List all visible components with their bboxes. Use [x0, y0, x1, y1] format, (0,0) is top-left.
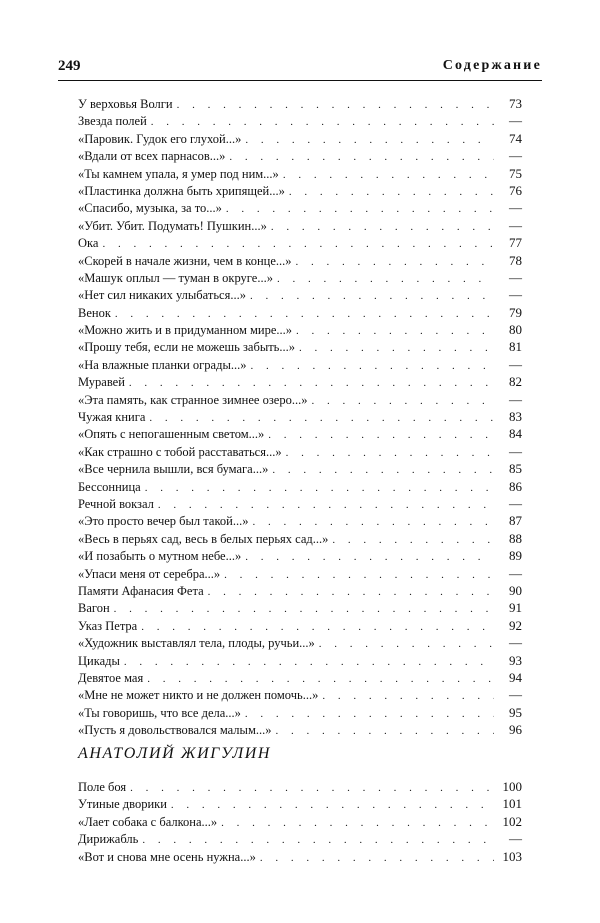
toc-entry-title: «Все чернила вышли, вся бумага...»: [78, 462, 269, 477]
dot-leader: [277, 273, 494, 285]
toc-entry: [78, 548, 522, 565]
dot-leader: [141, 621, 494, 633]
toc-entry-page: —: [509, 356, 522, 372]
dot-leader: [272, 464, 494, 476]
toc-entry: [78, 635, 522, 652]
dot-leader: [260, 852, 494, 864]
toc-entry-title: Утиные дворики: [78, 797, 167, 812]
toc-entry: [78, 444, 522, 461]
dot-leader: [252, 516, 494, 528]
toc-entry-page: —: [509, 148, 522, 164]
toc-entry: [78, 339, 522, 356]
page-header: [58, 58, 542, 81]
toc-entry-title: «Вдали от всех парнасов...»: [78, 149, 226, 164]
toc-entry: [78, 287, 522, 304]
dot-leader: [296, 256, 494, 268]
dot-leader: [226, 203, 494, 215]
dot-leader: [158, 499, 494, 511]
toc-entry-page: 83: [509, 409, 522, 425]
toc-entry-title: «Эта память, как странное зимнее озеро...»: [78, 392, 308, 407]
toc-entry: [78, 166, 522, 183]
toc-entry-page: —: [509, 565, 522, 581]
dot-leader: [145, 482, 494, 494]
dot-leader: [319, 638, 494, 650]
toc-entry-title: Указ Петра: [78, 618, 138, 633]
toc-entry-title: Девятое мая: [78, 670, 144, 685]
toc-entry-page: —: [509, 443, 522, 459]
dot-leader: [147, 673, 494, 685]
toc-entry: [78, 583, 522, 600]
dot-leader: [275, 725, 494, 737]
toc-entry: [78, 705, 522, 722]
toc-entry-page: —: [509, 495, 522, 511]
dot-leader: [268, 429, 494, 441]
toc-entry-page: 82: [509, 374, 522, 390]
toc-entry-title: «Художник выставлял тела, плоды, ручьи...»: [78, 636, 315, 651]
toc-entry-title: Звезда полей: [78, 114, 147, 129]
toc-entry-title: «На влажные планки ограды...»: [78, 357, 247, 372]
toc-entry: [78, 426, 522, 443]
toc-entry-page: 89: [509, 548, 522, 564]
dot-leader: [129, 377, 494, 389]
toc-entry-title: Муравей: [78, 375, 125, 390]
dot-leader: [142, 834, 494, 846]
toc-entry-title: «Убит. Убит. Подумать! Пушкин...»: [78, 218, 267, 233]
dot-leader: [286, 447, 494, 459]
dot-leader: [114, 603, 494, 615]
toc-entry: [78, 849, 522, 866]
toc-entry-title: «Ты камнем упала, я умер под ним...»: [78, 166, 279, 181]
toc-entry-title: «Опять с непогашенным светом...»: [78, 427, 265, 442]
toc-entry-title: «Машук оплыл — туман в округе...»: [78, 270, 273, 285]
toc-entry-title: Поле боя: [78, 780, 127, 794]
toc-entry-title: Речной вокзал: [78, 496, 154, 511]
toc-section-1: [78, 96, 522, 739]
toc-entry: [78, 235, 522, 252]
dot-leader: [250, 360, 494, 372]
toc-entry-page: 88: [509, 530, 522, 546]
toc-entry: [78, 253, 522, 270]
toc-entry-title: «Пластинка должна быть хрипящей...»: [78, 183, 285, 198]
toc-entry-title: «И позабыть о мутном небе...»: [78, 549, 242, 564]
toc-entry: [78, 670, 522, 687]
toc-entry-title: Ока: [78, 236, 99, 251]
toc-entry-title: Дирижабль: [78, 832, 139, 847]
dot-leader: [224, 569, 494, 581]
dot-leader: [171, 799, 494, 811]
toc-entry-page: 79: [509, 304, 522, 320]
toc-entry-title: «Ты говоришь, что все дела...»: [78, 705, 241, 720]
toc-entry: [78, 461, 522, 478]
toc-entry-title: У верховья Волги: [78, 97, 173, 111]
toc-entry-page: 87: [509, 513, 522, 529]
dot-leader: [208, 586, 494, 598]
toc-entry-title: «Скорей в начале жизни, чем в конце...»: [78, 253, 292, 268]
toc-entry-page: 90: [509, 582, 522, 598]
toc-entry-page: —: [509, 269, 522, 285]
toc-entry: [78, 270, 522, 287]
toc-entry: [78, 322, 522, 339]
toc-entry-page: —: [509, 831, 522, 847]
toc-entry-page: —: [509, 635, 522, 651]
toc-entry-title: Вагон: [78, 601, 110, 616]
dot-leader: [130, 782, 494, 794]
toc-entry: [78, 96, 522, 113]
dot-leader: [149, 412, 494, 424]
dot-leader: [289, 186, 494, 198]
toc-entry-page: 80: [509, 322, 522, 338]
dot-leader: [322, 690, 494, 702]
toc-entry: [78, 653, 522, 670]
toc-entry-page: 102: [502, 813, 522, 829]
toc-entry-title: Цикады: [78, 653, 120, 668]
toc-entry: [78, 479, 522, 496]
toc-entry-page: —: [509, 687, 522, 703]
toc-entry-page: 74: [509, 130, 522, 146]
dot-leader: [271, 221, 494, 233]
toc-entry: [78, 796, 522, 813]
toc-entry: [78, 722, 522, 739]
toc-entry: [78, 618, 522, 635]
toc-entry-title: «Мне не может никто и не должен помочь...»: [78, 688, 319, 703]
dot-leader: [283, 169, 494, 181]
toc-entry: [78, 113, 522, 130]
dot-leader: [245, 134, 494, 146]
toc-entry: [78, 687, 522, 704]
toc-entry-page: —: [509, 113, 522, 129]
dot-leader: [250, 290, 494, 302]
dot-leader: [296, 325, 494, 337]
toc-entry-title: «Пусть я довольствовался малым...»: [78, 723, 272, 738]
toc-entry: [78, 392, 522, 409]
toc-entry-title: «Прошу тебя, если не можешь забыть...»: [78, 340, 296, 355]
toc-entry-page: 100: [502, 779, 522, 794]
toc-entry-title: Бессонница: [78, 479, 141, 494]
toc-entry: [78, 357, 522, 374]
toc-entry-page: 77: [509, 235, 522, 251]
toc-entry: [78, 600, 522, 617]
toc-entry: [78, 218, 522, 235]
toc-entry-page: 92: [509, 617, 522, 633]
running-title: Содержание: [442, 58, 542, 73]
toc-entry-page: 91: [509, 600, 522, 616]
toc-entry-title: Чужая книга: [78, 410, 146, 425]
toc-entry: [78, 513, 522, 530]
toc-entry-page: 81: [509, 339, 522, 355]
page-number: 249: [58, 58, 81, 74]
toc-entry-title: «Это просто вечер был такой...»: [78, 514, 249, 529]
toc-entry-page: 103: [502, 848, 522, 864]
toc-entry-title: «Вот и снова мне осень нужна...»: [78, 849, 256, 864]
author-heading: АНАТОЛИЙ ЖИГУЛИН: [78, 745, 272, 762]
toc-entry: [78, 374, 522, 391]
toc-entry-title: «Паровик. Гудок его глухой...»: [78, 131, 242, 146]
toc-entry-title: «Упаси меня от серебра...»: [78, 566, 221, 581]
toc-entry: [78, 531, 522, 548]
dot-leader: [311, 395, 494, 407]
dot-leader: [245, 551, 494, 563]
toc-entry-page: 96: [509, 722, 522, 738]
toc-entry-title: «Как страшно с тобой расставаться...»: [78, 444, 282, 459]
toc-entry-page: —: [509, 217, 522, 233]
toc-entry-page: —: [509, 200, 522, 216]
toc-entry-page: 86: [509, 478, 522, 494]
toc-entry-title: «Спасибо, музыка, за то...»: [78, 201, 222, 216]
toc-entry-page: 101: [502, 796, 522, 812]
toc-entry: [78, 200, 522, 217]
dot-leader: [221, 817, 494, 829]
toc-entry-page: 85: [509, 461, 522, 477]
dot-leader: [151, 116, 494, 128]
toc-entry: [78, 496, 522, 513]
toc-entry-title: «Нет сил никаких улыбаться...»: [78, 288, 246, 303]
toc-entry: [78, 779, 522, 796]
toc-entry: [78, 409, 522, 426]
toc-entry-title: «Можно жить и в придуманном мире...»: [78, 323, 293, 338]
toc-entry: [78, 566, 522, 583]
toc-entry-page: 73: [509, 96, 522, 111]
toc-entry: [78, 305, 522, 322]
dot-leader: [124, 656, 494, 668]
dot-leader: [229, 151, 494, 163]
toc-entry: [78, 131, 522, 148]
dot-leader: [332, 534, 494, 546]
toc-entry-title: Памяти Афанасия Фета: [78, 583, 204, 598]
toc-entry-page: 94: [509, 669, 522, 685]
toc-entry: [78, 183, 522, 200]
toc-entry: [78, 831, 522, 848]
toc-entry-page: 75: [509, 165, 522, 181]
toc-entry: [78, 814, 522, 831]
toc-entry-page: 78: [509, 252, 522, 268]
dot-leader: [177, 99, 494, 111]
toc-entry-title: Венок: [78, 305, 111, 320]
dot-leader: [102, 238, 494, 250]
dot-leader: [115, 308, 494, 320]
toc-entry: [78, 148, 522, 165]
toc-entry-page: 93: [509, 652, 522, 668]
toc-entry-page: 95: [509, 704, 522, 720]
toc-entry-title: «Лает собака с балкона...»: [78, 814, 218, 829]
dot-leader: [245, 708, 494, 720]
toc-entry-page: 76: [509, 182, 522, 198]
toc-entry-page: 84: [509, 426, 522, 442]
toc-entry-page: —: [509, 391, 522, 407]
toc-entry-title: «Весь в перьях сад, весь в белых перьях сад...»: [78, 531, 329, 546]
toc-entry-page: —: [509, 287, 522, 303]
dot-leader: [299, 342, 494, 354]
toc-section-2: [78, 779, 522, 866]
